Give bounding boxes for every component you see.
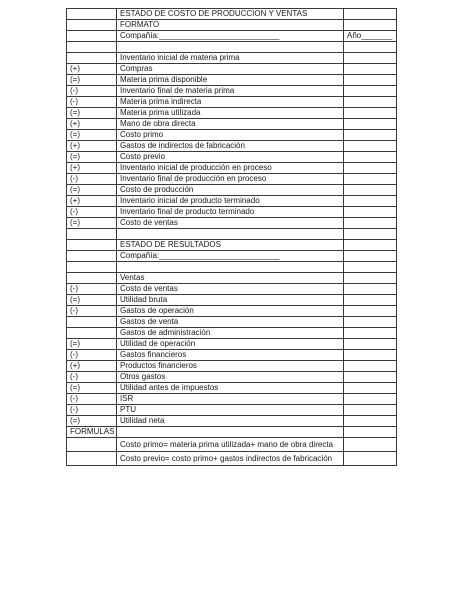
amount-cell[interactable]	[344, 394, 397, 405]
concept-cell[interactable]: PTU	[117, 405, 344, 416]
table-row	[67, 394, 397, 405]
operator-cell[interactable]	[67, 229, 117, 240]
operator-cell[interactable]: (-)	[67, 97, 117, 108]
operator-cell[interactable]: (-)	[67, 350, 117, 361]
amount-cell[interactable]	[344, 196, 397, 207]
amount-cell[interactable]	[344, 262, 397, 273]
operator-cell[interactable]: (+)	[67, 64, 117, 75]
concept-cell[interactable]: Utilidad antes de impuestos	[117, 383, 344, 394]
table-row	[67, 295, 397, 306]
amount-cell[interactable]	[344, 42, 397, 53]
amount-cell[interactable]	[344, 361, 397, 372]
concept-cell[interactable]: Costo de producción	[117, 185, 344, 196]
table-row	[67, 350, 397, 361]
table-row	[67, 9, 397, 20]
amount-cell[interactable]	[344, 53, 397, 64]
operator-cell[interactable]: (-)	[67, 207, 117, 218]
amount-cell[interactable]	[344, 438, 397, 452]
table-row	[67, 163, 397, 174]
table-row	[67, 240, 397, 251]
operator-cell[interactable]: (=)	[67, 152, 117, 163]
amount-cell[interactable]	[344, 174, 397, 185]
operator-cell[interactable]	[67, 251, 117, 262]
table-row	[67, 152, 397, 163]
amount-cell[interactable]	[344, 284, 397, 295]
amount-cell[interactable]	[344, 130, 397, 141]
table-row	[67, 328, 397, 339]
table-row	[67, 229, 397, 240]
operator-cell[interactable]: (-)	[67, 405, 117, 416]
amount-cell[interactable]	[344, 20, 397, 31]
concept-cell[interactable]: Costo previo= costo primo+ gastos indirectos de fabricación	[117, 452, 344, 466]
table-row	[67, 141, 397, 152]
table-row	[67, 130, 397, 141]
concept-cell[interactable]: Costo primo= materia prima utilizada+ mano de obra directa	[117, 438, 344, 452]
table-row	[67, 207, 397, 218]
table-row	[67, 64, 397, 75]
amount-cell[interactable]	[344, 207, 397, 218]
operator-cell[interactable]: (=)	[67, 75, 117, 86]
amount-cell[interactable]	[344, 97, 397, 108]
operator-cell[interactable]: (+)	[67, 141, 117, 152]
amount-cell[interactable]	[344, 405, 397, 416]
concept-cell[interactable]: Utilidad de operación	[117, 339, 344, 350]
amount-cell[interactable]	[344, 251, 397, 262]
concept-cell[interactable]	[117, 229, 344, 240]
concept-cell[interactable]: Productos financieros	[117, 361, 344, 372]
concept-cell[interactable]: Gastos de operación	[117, 306, 344, 317]
amount-cell[interactable]	[344, 273, 397, 284]
amount-cell[interactable]	[344, 452, 397, 466]
operator-cell[interactable]	[67, 9, 117, 20]
concept-cell[interactable]: Inventario final de producto terminado	[117, 207, 344, 218]
table-row	[67, 31, 397, 42]
amount-cell[interactable]	[344, 372, 397, 383]
table-row	[67, 251, 397, 262]
concept-cell[interactable]: Compañía:___________________________	[117, 251, 344, 262]
operator-cell[interactable]	[67, 240, 117, 251]
concept-cell[interactable]: Utilidad neta	[117, 416, 344, 427]
amount-cell[interactable]	[344, 317, 397, 328]
operator-cell[interactable]	[67, 53, 117, 64]
operator-cell[interactable]: (=)	[67, 383, 117, 394]
operator-cell[interactable]: (-)	[67, 394, 117, 405]
concept-cell[interactable]: Gastos de indirectos de fabricación	[117, 141, 344, 152]
amount-cell[interactable]	[344, 75, 397, 86]
amount-cell[interactable]	[344, 141, 397, 152]
table-row	[67, 284, 397, 295]
amount-cell[interactable]	[344, 350, 397, 361]
operator-cell[interactable]: FORMULAS	[67, 427, 117, 438]
operator-cell[interactable]: (-)	[67, 86, 117, 97]
table-row	[67, 452, 397, 466]
concept-cell[interactable]: Inventario final de materia prima	[117, 86, 344, 97]
operator-cell[interactable]: (-)	[67, 284, 117, 295]
operator-cell[interactable]	[67, 273, 117, 284]
operator-cell[interactable]: (=)	[67, 108, 117, 119]
concept-cell[interactable]: FORMATO	[117, 20, 344, 31]
amount-cell[interactable]	[344, 328, 397, 339]
operator-cell[interactable]: (=)	[67, 339, 117, 350]
concept-cell[interactable]	[117, 42, 344, 53]
operator-cell[interactable]: (=)	[67, 295, 117, 306]
concept-cell[interactable]: Inventario inicial de producción en proceso	[117, 163, 344, 174]
operator-cell[interactable]	[67, 317, 117, 328]
concept-cell[interactable]: Inventario inicial de materia prima	[117, 53, 344, 64]
table-row	[67, 361, 397, 372]
table-row	[67, 42, 397, 53]
amount-cell[interactable]	[344, 185, 397, 196]
operator-cell[interactable]	[67, 452, 117, 466]
operator-cell[interactable]: (=)	[67, 416, 117, 427]
concept-cell[interactable]: Otros gastos	[117, 372, 344, 383]
amount-cell[interactable]: Año_______	[344, 31, 397, 42]
table-row	[67, 196, 397, 207]
amount-cell[interactable]	[344, 229, 397, 240]
spreadsheet-body	[67, 9, 397, 466]
table-row	[67, 119, 397, 130]
amount-cell[interactable]	[344, 295, 397, 306]
table-row	[67, 53, 397, 64]
spreadsheet-table	[66, 8, 397, 466]
table-row	[67, 97, 397, 108]
amount-cell[interactable]	[344, 218, 397, 229]
table-row	[67, 20, 397, 31]
operator-cell[interactable]: (+)	[67, 361, 117, 372]
table-row	[67, 405, 397, 416]
operator-cell[interactable]: (=)	[67, 218, 117, 229]
operator-cell[interactable]: (-)	[67, 372, 117, 383]
amount-cell[interactable]	[344, 9, 397, 20]
table-row	[67, 86, 397, 97]
concept-cell[interactable]: Utilidad bruta	[117, 295, 344, 306]
operator-cell[interactable]: (+)	[67, 163, 117, 174]
amount-cell[interactable]	[344, 64, 397, 75]
table-row	[67, 218, 397, 229]
amount-cell[interactable]	[344, 427, 397, 438]
operator-cell[interactable]: (+)	[67, 119, 117, 130]
table-row	[67, 273, 397, 284]
concept-cell[interactable]: ISR	[117, 394, 344, 405]
table-row	[67, 185, 397, 196]
table-row	[67, 416, 397, 427]
amount-cell[interactable]	[344, 108, 397, 119]
amount-cell[interactable]	[344, 383, 397, 394]
amount-cell[interactable]	[344, 86, 397, 97]
concept-cell[interactable]: Mano de obra directa	[117, 119, 344, 130]
concept-cell[interactable]	[117, 262, 344, 273]
concept-cell[interactable]: Costo de ventas	[117, 218, 344, 229]
operator-cell[interactable]	[67, 262, 117, 273]
amount-cell[interactable]	[344, 152, 397, 163]
table-row	[67, 306, 397, 317]
operator-cell[interactable]	[67, 438, 117, 452]
concept-cell[interactable]: Materia prima utilizada	[117, 108, 344, 119]
amount-cell[interactable]	[344, 306, 397, 317]
concept-cell[interactable]: Gastos de administración	[117, 328, 344, 339]
concept-cell[interactable]: ESTADO DE RESULTADOS	[117, 240, 344, 251]
concept-cell[interactable]: Costo primo	[117, 130, 344, 141]
operator-cell[interactable]: (=)	[67, 130, 117, 141]
amount-cell[interactable]	[344, 416, 397, 427]
table-row	[67, 438, 397, 452]
table-row	[67, 339, 397, 350]
operator-cell[interactable]	[67, 20, 117, 31]
operator-cell[interactable]	[67, 42, 117, 53]
table-row	[67, 427, 397, 438]
concept-cell[interactable]	[117, 427, 344, 438]
concept-cell[interactable]: Inventario final de producción en proceso	[117, 174, 344, 185]
concept-cell[interactable]: Ventas	[117, 273, 344, 284]
table-row	[67, 317, 397, 328]
concept-cell[interactable]: Compras	[117, 64, 344, 75]
concept-cell[interactable]: Inventario inicial de producto terminado	[117, 196, 344, 207]
concept-cell[interactable]: Materia prima disponible	[117, 75, 344, 86]
operator-cell[interactable]	[67, 328, 117, 339]
amount-cell[interactable]	[344, 163, 397, 174]
concept-cell[interactable]: Compañía:___________________________	[117, 31, 344, 42]
concept-cell[interactable]: Costo de ventas	[117, 284, 344, 295]
concept-cell[interactable]: Costo previo	[117, 152, 344, 163]
operator-cell[interactable]: (-)	[67, 174, 117, 185]
operator-cell[interactable]	[67, 31, 117, 42]
table-row	[67, 108, 397, 119]
amount-cell[interactable]	[344, 240, 397, 251]
operator-cell[interactable]: (+)	[67, 196, 117, 207]
table-row	[67, 262, 397, 273]
table-row	[67, 174, 397, 185]
amount-cell[interactable]	[344, 339, 397, 350]
concept-cell[interactable]: ESTADO DE COSTO DE PRODUCCION Y VENTAS	[117, 9, 344, 20]
operator-cell[interactable]: (-)	[67, 306, 117, 317]
table-row	[67, 383, 397, 394]
concept-cell[interactable]: Gastos de venta	[117, 317, 344, 328]
concept-cell[interactable]: Gastos financieros	[117, 350, 344, 361]
concept-cell[interactable]: Materia prima indirecta	[117, 97, 344, 108]
table-row	[67, 372, 397, 383]
amount-cell[interactable]	[344, 119, 397, 130]
operator-cell[interactable]: (=)	[67, 185, 117, 196]
table-row	[67, 75, 397, 86]
